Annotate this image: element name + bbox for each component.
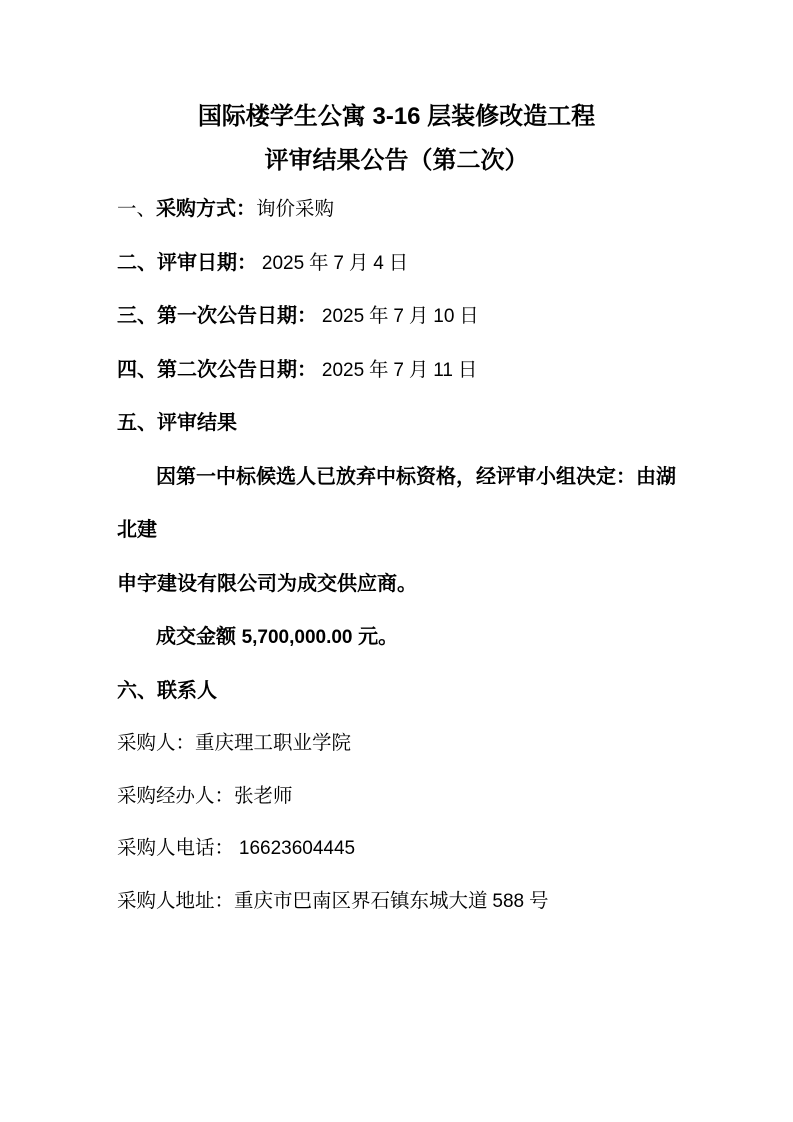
text-run: 10 <box>433 306 455 327</box>
text-run: 采购人地址：重庆市巴南区界石镇东城大道 <box>117 890 488 912</box>
text-run: 年 <box>364 359 394 381</box>
line-review-result-paragraph-1 <box>117 451 676 558</box>
text-run: 元。 <box>358 626 399 648</box>
text-run: 一、 <box>117 199 157 220</box>
line-first-announcement-date <box>117 290 676 344</box>
document-body <box>117 183 676 928</box>
text-run: 7 <box>333 252 344 274</box>
document-title <box>117 95 676 183</box>
line-contact-address <box>117 876 676 929</box>
line-contacts-heading <box>117 665 676 719</box>
text-run: 五、评审结果 <box>117 412 237 434</box>
text-run: 采购经办人：张老师 <box>117 785 293 807</box>
document-title-line-2: 评审结果公告（第二次） <box>264 147 529 174</box>
text-run: 11 <box>433 359 453 381</box>
line-deal-amount <box>117 611 676 665</box>
text-run: 年 <box>364 306 394 327</box>
text-run: 4 <box>373 252 384 274</box>
text-run: 日 <box>454 306 479 327</box>
text-run: 采购人：重庆理工职业学院 <box>117 733 352 754</box>
line-review-result-heading <box>117 397 676 451</box>
line-procurement-method <box>117 183 676 237</box>
text-run: 采购人电话： <box>117 838 235 859</box>
line-review-date <box>117 237 676 291</box>
text-run: 7 <box>393 359 404 381</box>
text-run: 5,700,000.00 <box>241 627 353 648</box>
line-second-announcement-date <box>117 344 676 398</box>
line-contact-phone <box>117 823 676 876</box>
text-run: 2025 <box>261 252 305 274</box>
text-run: 月 <box>344 252 374 274</box>
text-run: 日 <box>453 359 478 381</box>
document-title-line-1: 国际楼学生公寓 3-16 层装修改造工程 <box>197 103 596 130</box>
text-run: 2025 <box>321 359 365 381</box>
text-run: 588 <box>492 890 525 912</box>
text-run: 16623604445 <box>238 838 356 859</box>
text-run: 二、评审日期： <box>117 251 257 274</box>
line-contact-agent <box>117 771 676 824</box>
text-run: 申宇建设有限公司为成交供应商。 <box>117 572 417 595</box>
text-run: 因第一中标候选人已放弃中标资格，经评审小组决定：由湖北建 <box>117 465 676 541</box>
text-run: 7 <box>393 306 404 327</box>
text-run: 2025 <box>321 306 365 327</box>
text-run: 询价采购 <box>256 199 335 220</box>
text-run: 三、第一次公告日期： <box>117 305 317 327</box>
line-review-result-paragraph-2 <box>117 558 676 612</box>
text-run: 成交金额 <box>156 626 236 648</box>
text-run: 月 <box>404 306 434 327</box>
text-run: 年 <box>304 252 334 274</box>
text-run: 采购方式： <box>156 198 257 220</box>
text-run: 四、第二次公告日期： <box>117 358 317 381</box>
text-run: 日 <box>383 252 409 274</box>
text-run: 六、联系人 <box>117 679 217 702</box>
text-run: 号 <box>524 890 549 912</box>
text-run: 月 <box>404 359 434 381</box>
line-contact-purchaser <box>117 718 676 771</box>
